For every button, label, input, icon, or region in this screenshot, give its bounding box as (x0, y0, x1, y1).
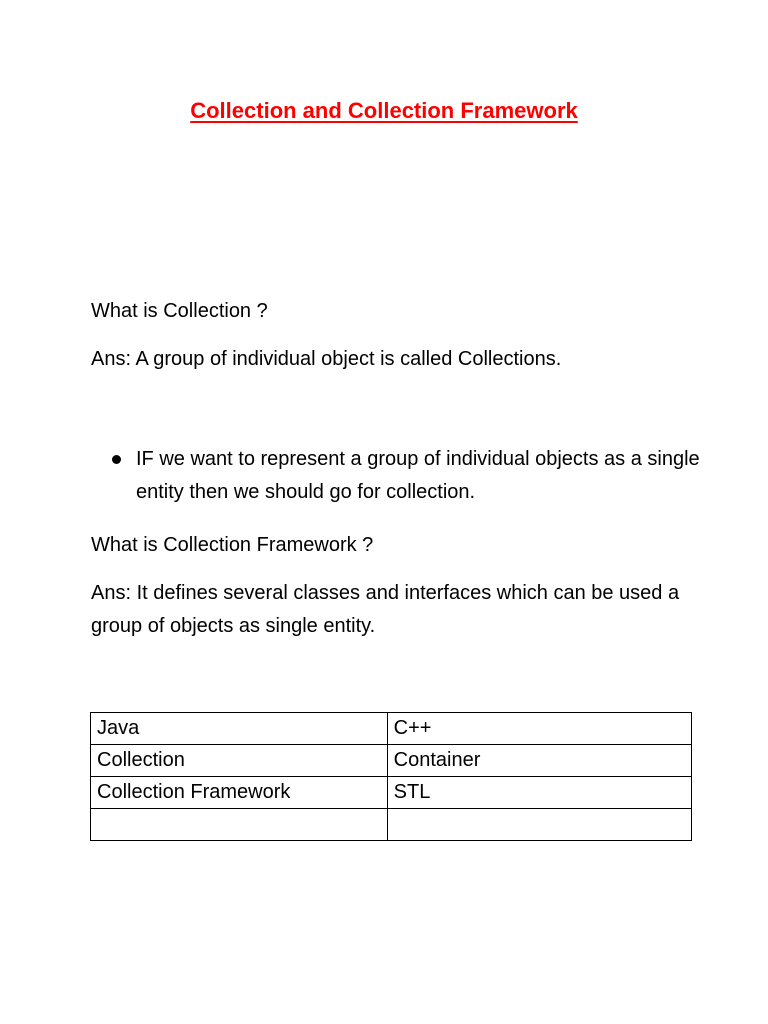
answer-what-is-collection-framework: Ans: It defines several classes and interfaces which can be used a group of objects as single entity. (91, 582, 680, 637)
bullet-text: IF we want to represent a group of individual objects as a single entity then we should go for collection. (136, 448, 700, 503)
bullet-icon (112, 455, 121, 464)
table-cell (387, 809, 691, 841)
bullet-item (110, 443, 710, 509)
table-cell: Collection (91, 745, 388, 777)
bullet-list (110, 443, 710, 509)
table-row (91, 745, 692, 777)
table-cell (91, 809, 388, 841)
table-cell: C++ (387, 713, 691, 745)
table-cell: STL (387, 777, 691, 809)
question-what-is-collection-framework: What is Collection Framework ? (91, 534, 374, 556)
comparison-table (90, 712, 692, 841)
question-what-is-collection: What is Collection ? (91, 300, 268, 322)
table-row (91, 809, 692, 841)
table-row (91, 713, 692, 745)
table-cell: Collection Framework (91, 777, 388, 809)
table-row (91, 777, 692, 809)
answer-what-is-collection: Ans: A group of individual object is called Collections. (91, 348, 562, 370)
page-title: Collection and Collection Framework (190, 98, 578, 123)
table-cell: Container (387, 745, 691, 777)
table-cell: Java (91, 713, 388, 745)
